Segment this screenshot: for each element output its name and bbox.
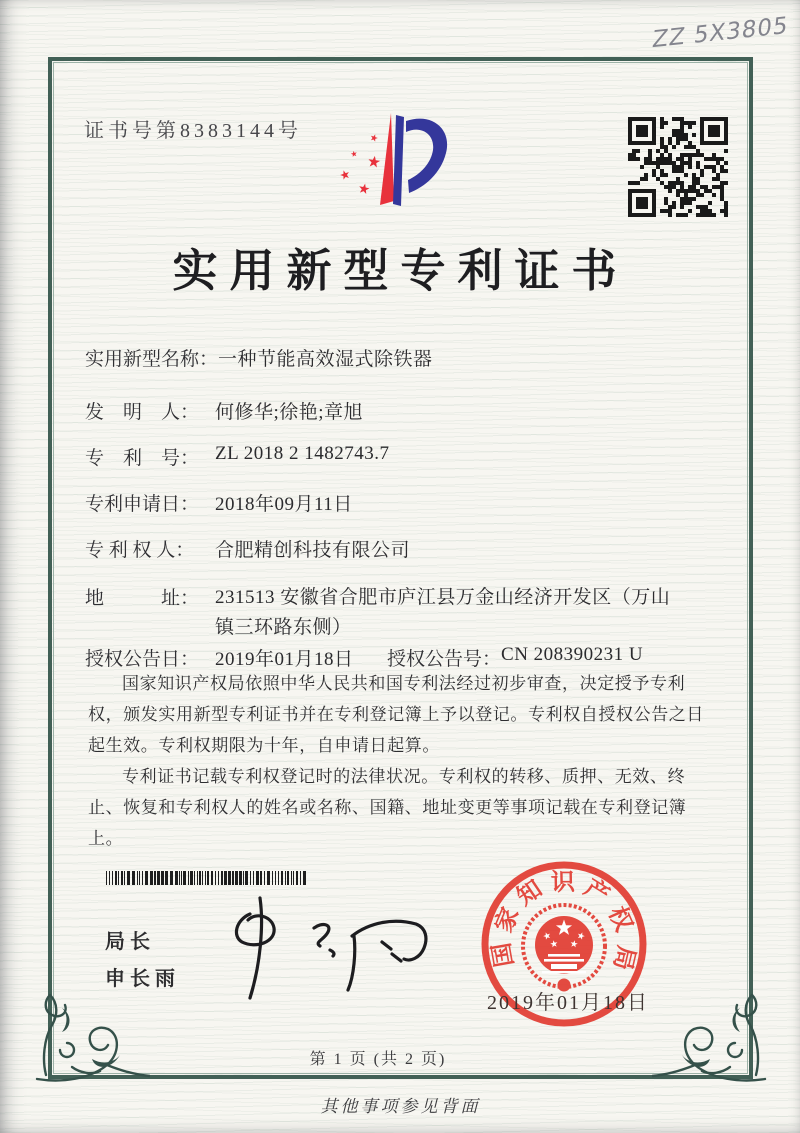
seal-char: 知 [512, 875, 548, 911]
seal-date: 2019年01月18日 [487, 992, 649, 1014]
field-row-grant [85, 644, 643, 671]
field-row-address [85, 583, 689, 643]
handwritten-annotation: ZZ 5X3805 [650, 12, 790, 54]
legal-text [88, 668, 716, 854]
qr-code [628, 117, 728, 217]
field-label: 实用新型名称： [85, 349, 219, 370]
field-row-filing-date [85, 489, 353, 516]
director-name: 申长雨 [105, 968, 180, 990]
field-row-inventor [85, 397, 363, 424]
field-label: 专 利 权 人： [85, 540, 195, 561]
legal-paragraph: 专利证书记载专利权登记时的法律状况。专利权的转移、质押、无效、终止、恢复和专利权人的姓名或名称、国籍、地址变更等事项记载在专利登记簿上。 [88, 767, 687, 848]
legal-paragraph: 国家知识产权局依照中华人民共和国专利法经过初步审查，决定授予专利权，颁发实用新型专利证书并在专利登记簿上予以登记。专利权自授权公告之日起生效。专利权期限为十年，自申请日起算。 [88, 674, 704, 755]
field-row-patentee [85, 535, 410, 562]
page-number: 第 1 页 (共 2 页) [309, 1051, 447, 1068]
certificate-fields [85, 336, 730, 701]
director-signature [222, 888, 437, 1010]
field-value: 何修华;徐艳;章旭 [215, 402, 364, 423]
field-label: 地 址： [85, 588, 200, 609]
field-value: CN 208390231 U [501, 644, 644, 665]
certificate-number: 证书号第8383144号 [84, 120, 302, 142]
field-value: 2018年09月11日 [215, 494, 353, 515]
field-label: 专 利 号： [85, 448, 200, 469]
field-label: 发 明 人： [85, 402, 200, 423]
field-label: 专利申请日： [85, 494, 200, 515]
seal-char: 识 [550, 869, 576, 897]
seal-char: 产 [579, 874, 614, 910]
field-label: 授权公告号： [387, 649, 502, 670]
field-row-patent-number [85, 443, 390, 470]
seal-char: 权 [602, 902, 637, 936]
field-label: 授权公告日： [85, 649, 200, 670]
field-row-name [85, 344, 433, 371]
field-value: 一种节能高效湿式除铁器 [218, 349, 433, 370]
director-block [105, 924, 180, 998]
field-value: 2019年01月18日 [215, 649, 354, 670]
seal-char: 局 [608, 943, 639, 973]
field-value: 231513 安徽省合肥市庐江县万金山经济开发区（万山镇三环路东侧） [215, 587, 671, 638]
cnipa-logo-icon [330, 108, 480, 236]
seal-char: 家 [491, 904, 525, 937]
field-value: 合肥精创科技有限公司 [215, 540, 411, 561]
certificate-title: 实用新型专利证书 [172, 246, 629, 296]
director-title: 局长 [105, 931, 155, 953]
seal-char: 国 [489, 940, 519, 969]
field-value: ZL 2018 2 1482743.7 [215, 443, 390, 464]
barcode [106, 871, 308, 885]
back-reference-note: 其他事项参见背面 [320, 1097, 481, 1116]
